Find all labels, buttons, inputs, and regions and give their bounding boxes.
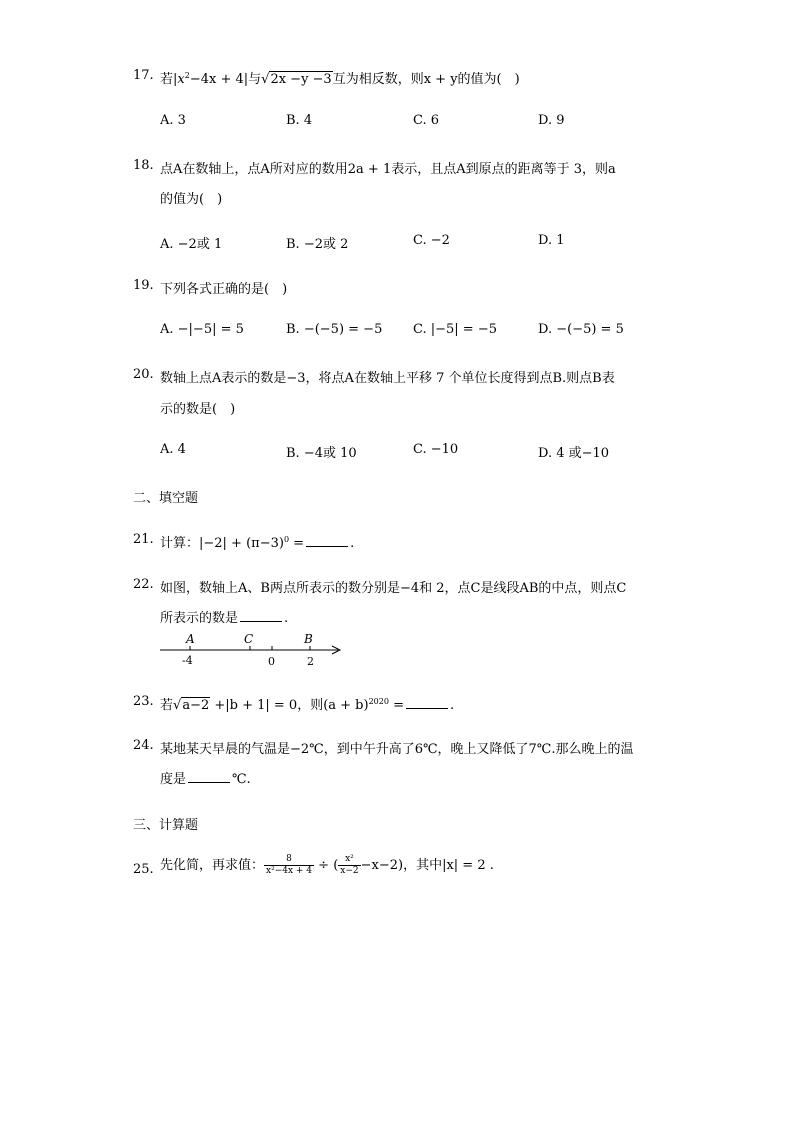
q17-option-b: B. 4 bbox=[286, 113, 313, 128]
q19-option-c: C. |−5| = −5 bbox=[413, 322, 497, 337]
q24-line2: 度是 ℃. bbox=[160, 772, 251, 787]
q22-line2: 所表示的数是 . bbox=[160, 611, 289, 626]
answer-blank bbox=[306, 536, 348, 547]
q25-number: 25. bbox=[133, 862, 154, 877]
answer-blank bbox=[240, 611, 282, 622]
q20-option-b: B. −4或 10 bbox=[286, 446, 357, 461]
q18-option-d: D. 1 bbox=[538, 233, 565, 248]
q20-option-a: A. 4 bbox=[160, 442, 186, 457]
q19-option-b: B. −(−5) = −5 bbox=[286, 322, 383, 337]
q24-line1: 某地某天早晨的气温是−2℃，到中午升高了6℃，晚上又降低了7℃.那么晚上的温 bbox=[160, 742, 634, 757]
q17-option-c: C. 6 bbox=[413, 113, 440, 128]
q23-stem: 若√a−2 +|b + 1| = 0，则$(a + b)^{2020}$ = . bbox=[160, 697, 455, 713]
q19-number: 19. bbox=[133, 278, 154, 293]
answer-blank bbox=[188, 772, 230, 783]
tick-label-0: 0 bbox=[268, 655, 275, 668]
q23-number: 23. bbox=[133, 694, 154, 709]
q21-stem: 计算：$|-2| + (\pi-3)^0$ = . bbox=[160, 535, 355, 551]
q17-number: 17. bbox=[133, 68, 154, 83]
q17-option-d: D. 9 bbox=[538, 113, 565, 128]
q19-option-d: D. −(−5) = 5 bbox=[538, 322, 624, 337]
q18-number: 18. bbox=[133, 158, 154, 173]
q18-line1: 点A在数轴上，点A所对应的数用2a + 1表示，且点A到原点的距离等于 3，则a bbox=[160, 162, 616, 177]
q21-number: 21. bbox=[133, 532, 154, 547]
q22-number: 22. bbox=[133, 577, 154, 592]
inner-fraction: $\frac{\text{x²}}{x-2}$ bbox=[340, 854, 359, 876]
q22-line1: 如图，数轴上A、B两点所表示的数分别是−4和 2，点C是线段AB的中点，则点C bbox=[160, 581, 627, 596]
q20-number: 20. bbox=[133, 367, 154, 382]
q18-option-b: B. −2或 2 bbox=[286, 237, 349, 252]
q17-stem: 若$|x^2-4x + 4|$与√2x −y −3互为相反数，则x + y的值为( ) bbox=[160, 71, 520, 87]
q20-option-d: D. 4 或−10 bbox=[538, 446, 610, 461]
q18-option-a: A. −2或 1 bbox=[160, 237, 223, 252]
tick-label-neg4: -4 bbox=[182, 654, 193, 667]
q20-option-c: C. −10 bbox=[413, 442, 459, 457]
q19-option-a: A. −|−5| = 5 bbox=[160, 322, 244, 337]
q18-option-c: C. −2 bbox=[413, 233, 450, 248]
q17-option-a: A. 3 bbox=[160, 113, 186, 128]
point-label-c: C bbox=[244, 632, 254, 646]
q18-line2: 的值为( ) bbox=[160, 192, 223, 207]
point-label-a: A bbox=[186, 632, 195, 646]
q19-stem: 下列各式正确的是( ) bbox=[160, 282, 288, 297]
q20-line1: 数轴上点A表示的数是−3，将点A在数轴上平移 7 个单位长度得到点B.则点B表 bbox=[160, 371, 615, 386]
number-line-figure bbox=[158, 628, 348, 670]
answer-blank bbox=[406, 698, 448, 709]
main-fraction: $\frac{8}{\text{x²−4x + 4}}$ bbox=[266, 854, 313, 876]
q20-line2: 示的数是( ) bbox=[160, 402, 236, 417]
section-fill-in-heading: 二、填空题 bbox=[133, 491, 199, 506]
section-calculation-heading: 三、计算题 bbox=[133, 818, 199, 833]
q24-number: 24. bbox=[133, 738, 154, 753]
tick-label-2: 2 bbox=[307, 655, 314, 668]
point-label-b: B bbox=[304, 632, 313, 646]
q25-stem: 先化简，再求值： $\frac{8}{\text{x²−4x + 4}}$ ÷ ( $\frac{\text{x²}}{x-2}$ −x−2)，其中|x| = 2 . bbox=[160, 854, 494, 876]
